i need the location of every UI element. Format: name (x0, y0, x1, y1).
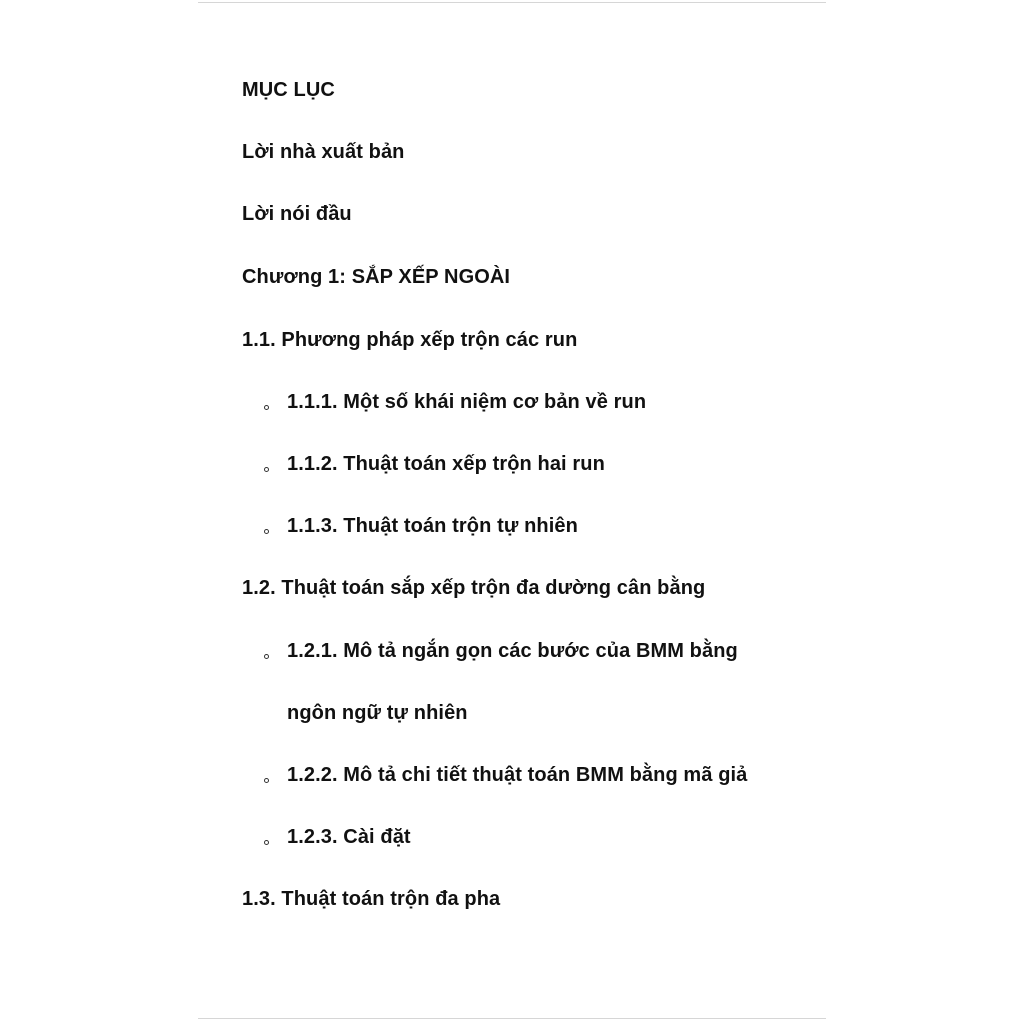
list-bullet-icon (264, 529, 269, 534)
toc-entry-section-1-1-3: 1.1.3. Thuật toán trộn tự nhiên (287, 515, 578, 537)
list-bullet-icon (264, 405, 269, 410)
toc-entry-chapter-1: Chương 1: SẮP XẾP NGOÀI (242, 266, 511, 288)
toc-entry-section-1-2-3: 1.2.3. Cài đặt (287, 826, 411, 848)
toc-entry-section-1-1-1: 1.1.1. Một số khái niệm cơ bản về run (287, 391, 647, 413)
toc-entry-section-1-2-1-continued: ngôn ngữ tự nhiên (287, 702, 468, 724)
toc-entry-section-1-1: 1.1. Phương pháp xếp trộn các run (242, 329, 578, 351)
toc-entry-section-1-2-2: 1.2.2. Mô tả chi tiết thuật toán BMM bằng mã giả (287, 764, 748, 786)
toc-entry-preface: Lời nói đầu (242, 203, 352, 225)
toc-entry-section-1-2: 1.2. Thuật toán sắp xếp trộn đa dường cân bằng (242, 577, 706, 599)
toc-entry-publisher-note: Lời nhà xuất bản (242, 141, 405, 163)
list-bullet-icon (264, 654, 269, 659)
list-bullet-icon (264, 778, 269, 783)
toc-entry-section-1-3: 1.3. Thuật toán trộn đa pha (242, 888, 501, 910)
toc-heading: MỤC LỤC (242, 79, 335, 101)
list-bullet-icon (264, 840, 269, 845)
list-bullet-icon (264, 467, 269, 472)
bottom-divider (198, 1018, 826, 1019)
toc-entry-section-1-2-1: 1.2.1. Mô tả ngắn gọn các bước của BMM bằng (287, 640, 738, 662)
toc-entry-section-1-1-2: 1.1.2. Thuật toán xếp trộn hai run (287, 453, 605, 475)
